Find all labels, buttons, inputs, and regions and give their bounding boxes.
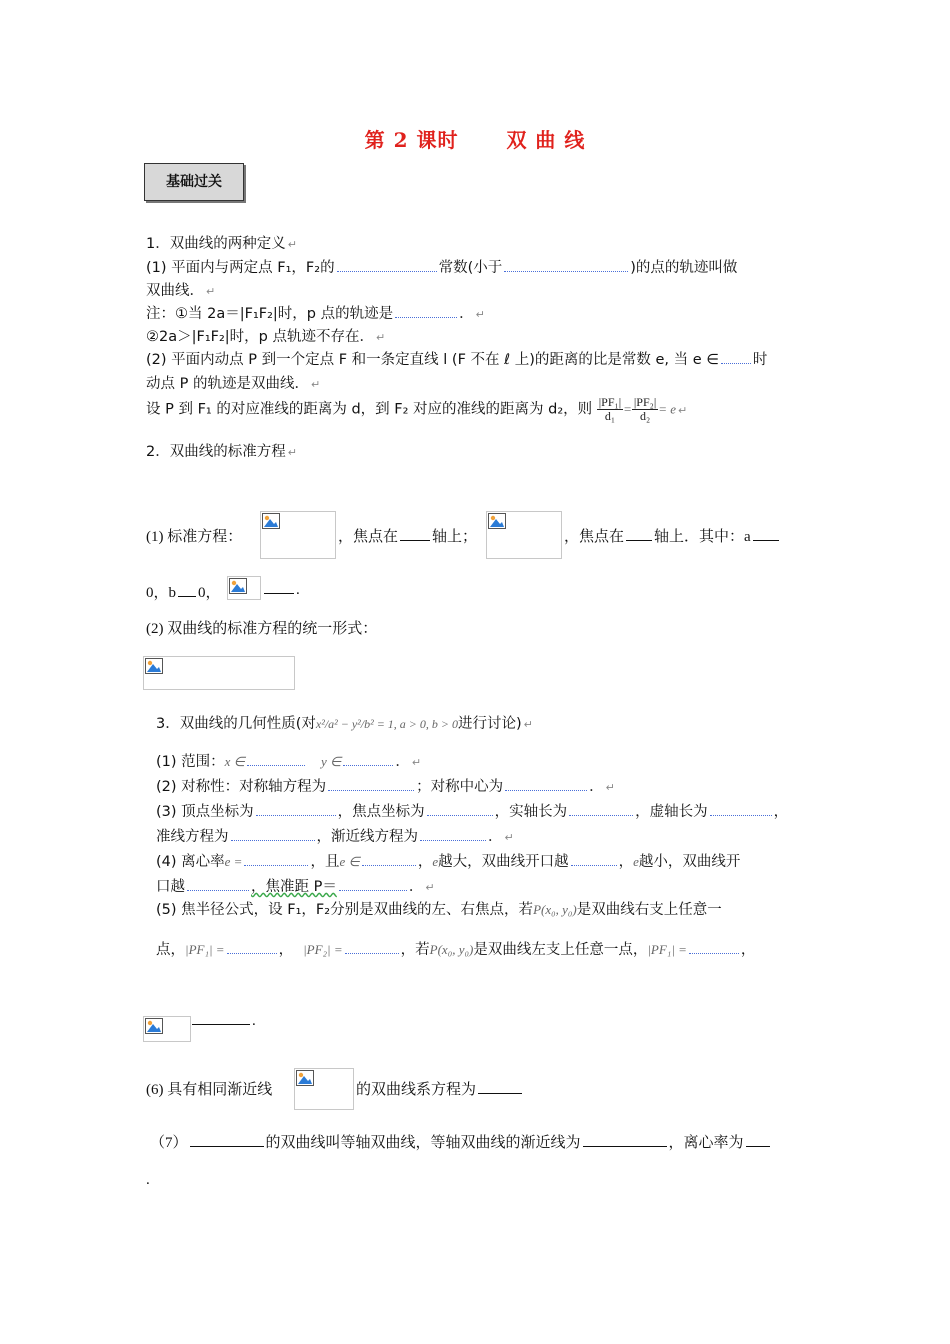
image-icon	[145, 658, 163, 674]
s3-dir-c: ．	[488, 829, 503, 845]
blank-pf2-left[interactable]	[192, 1012, 250, 1025]
blank-equiaxial-ecc[interactable]	[746, 1134, 770, 1147]
page-title	[0, 124, 950, 153]
blank-def1-a[interactable]	[337, 259, 437, 272]
s3-fr-c: 是双曲线左支上任意一点，	[473, 942, 648, 958]
frac2-num: |PF₂|	[633, 395, 657, 409]
s3-ecc-c: ，	[417, 854, 433, 870]
blank-focal-param[interactable]	[339, 878, 407, 891]
eq-e: = e	[658, 401, 677, 417]
blank-vertex[interactable]	[256, 803, 336, 816]
s3-fr2-end: .	[252, 1013, 256, 1029]
s3-eqa-c: ，离心率为	[668, 1135, 744, 1151]
s3-sym-text-c: ．	[589, 779, 604, 795]
blank-pf2-right[interactable]	[345, 941, 399, 954]
s3-ecc2-c: ．	[408, 879, 424, 895]
frac1-num: |PF₁|	[598, 395, 622, 409]
s3-heading-a: 3．双曲线的几何性质(对	[156, 716, 316, 732]
s3-equiaxial-line	[150, 1131, 772, 1152]
eq-sign: =	[623, 401, 632, 417]
image-icon	[488, 513, 506, 529]
image-placeholder-eq2	[486, 511, 562, 559]
s2-params-line	[146, 581, 221, 602]
s2-heading-text: 2．双曲线的标准方程	[146, 444, 286, 460]
s3-focal-b: 是双曲线右支上任意一	[576, 902, 722, 918]
s1-def2-line2: 动点 P 的轨迹是双曲线． ↵	[146, 376, 321, 392]
s3-fr-b: ，若	[400, 942, 430, 958]
s2-std-line	[146, 525, 242, 546]
s3-vertex-line	[156, 800, 788, 821]
section-label-basics: 基础过关	[144, 163, 244, 201]
s1-note2-text: ②2a＞|F₁F₂|时，p 点轨迹不存在．	[146, 329, 374, 345]
s1-def1-line	[146, 256, 737, 277]
s3-eqa-b: 的双曲线叫等轴双曲线，等轴双曲线的渐近线为	[265, 1135, 581, 1151]
frac2-den: d₂	[639, 409, 651, 423]
blank-c-relation[interactable]	[264, 581, 294, 594]
s3-range-y: y ∈	[321, 754, 342, 769]
blank-def2[interactable]	[721, 351, 751, 364]
image-placeholder-pf2-left	[143, 1016, 191, 1042]
s1-def1-text-b: 常数(小于	[438, 260, 503, 276]
s3-eqa-a: （7）	[150, 1135, 188, 1151]
s2-std-line-b	[338, 525, 477, 546]
s3-fr2-line	[190, 1012, 256, 1030]
s3-heading-b: 进行讨论)	[458, 716, 522, 732]
s3-range-end: ．	[395, 754, 410, 770]
s1-def2-line	[146, 348, 767, 369]
s3-heading-formula: x²/a² − y²/b² = 1, a > 0, b > 0	[315, 717, 458, 731]
s1-def2-text2: 动点 P 的轨迹是双曲线．	[146, 376, 309, 392]
image-placeholder-eq1	[260, 511, 336, 559]
s3-focal-p: P(x₀, y₀)	[533, 902, 577, 917]
image-icon	[296, 1070, 314, 1086]
s2-std-text-e: 轴上．其中：a	[654, 529, 751, 545]
s3-sym-text-b: ；对称中心为	[416, 779, 504, 795]
blank-focus-axis-2[interactable]	[626, 528, 652, 541]
blank-range-y[interactable]	[343, 753, 393, 766]
s3-fr-p: P(x₀, y₀)	[429, 942, 474, 957]
s3-directrix-line: 准线方程为 ，渐近线方程为 ． ↵	[156, 829, 514, 845]
blank-range-x[interactable]	[247, 753, 305, 766]
blank-asym-family[interactable]	[478, 1081, 522, 1094]
blank-open-narrow[interactable]	[187, 878, 249, 891]
s2-params-end	[262, 581, 300, 599]
s2-std-text-b: ，焦点在	[338, 529, 399, 545]
blank-asymptote[interactable]	[420, 828, 486, 841]
blank-directrix[interactable]	[231, 828, 315, 841]
s2-unified-line	[146, 617, 377, 638]
s3-asym-a: (6) 具有相同渐近线	[146, 1082, 273, 1098]
s3-ecc-line: (4) 离心率e = ，且e ∈ ，e越大，双曲线开口越 ，e越小，双曲线开	[156, 854, 741, 870]
s3-ecc2-b: ，焦准距 P＝	[251, 879, 337, 895]
s3-ecc-b: ，且	[310, 854, 340, 870]
s1-note1: 注：①当 2a＝|F₁F₂|时，p 点的轨迹是 ． ↵	[146, 306, 485, 322]
s3-focal-a: (5) 焦半径公式，设 F₁，F₂分别是双曲线的左、右焦点，若	[156, 902, 534, 918]
s3-fr-a: 点，	[156, 942, 185, 958]
blank-focus-axis-1[interactable]	[400, 528, 430, 541]
blank-note1[interactable]	[395, 305, 457, 318]
image-icon	[145, 1018, 163, 1034]
s3-sym-line: (2) 对称性：对称轴方程为 ；对称中心为 ． ↵	[156, 779, 615, 795]
blank-pf1-right[interactable]	[227, 941, 277, 954]
s3-vert-b: ，焦点坐标为	[337, 804, 425, 820]
s1-ratio-line: 设 P 到 F₁ 的对应准线的距离为 d，到 F₂ 对应的准线的距离为 d₂，则 $\frac{\text{|PF₁|}}{\text{d₁}}$ = $\frac{\text{|PF₂|}}{\text{d₂}}$ = e ↵	[146, 395, 688, 423]
image-icon	[262, 513, 280, 529]
s3-vert-e: ，	[773, 804, 789, 820]
s2-std-line-c	[564, 525, 781, 546]
fraction-pf2	[632, 396, 658, 423]
s3-ecc-in: e ∈	[339, 854, 360, 869]
s3-range-text: (1) 范围：	[156, 754, 225, 770]
s3-final-dot: .	[146, 1172, 150, 1188]
s3-ecc-a: (4) 离心率	[156, 854, 225, 870]
blank-equiaxial-asym[interactable]	[583, 1134, 667, 1147]
s3-asym-b: 的双曲线系方程为	[356, 1082, 477, 1098]
s3-fr-pf2: |PF₂| =	[303, 942, 343, 957]
fraction-pf1	[597, 396, 623, 423]
s1-note1-end: ．	[459, 306, 474, 322]
blank-equiaxial-cond[interactable]	[190, 1134, 264, 1147]
s1-def2-end: 时	[752, 352, 768, 368]
s1-heading: 1．双曲线的两种定义 ↵	[146, 236, 297, 252]
s3-focal-line	[156, 898, 722, 919]
s3-ecc2-a: 口越	[156, 879, 185, 895]
blank-ecc-range[interactable]	[362, 853, 416, 866]
image-placeholder-unified	[143, 656, 295, 690]
s1-heading-text: 1．双曲线的两种定义	[146, 236, 286, 252]
s3-dir-a: 准线方程为	[156, 829, 229, 845]
image-icon	[229, 578, 247, 594]
s3-ecc-c2: ，	[618, 854, 634, 870]
blank-imag-axis[interactable]	[710, 803, 772, 816]
s1-def2-text: (2) 平面内动点 P 到一个定点 F 和一条定直线 l (F 不在 ℓ 上)的距离的比是常数 e, 当 e ∈	[146, 352, 719, 368]
s2-unified-text: (2) 双曲线的标准方程的统一形式：	[146, 621, 378, 637]
image-placeholder-c	[227, 576, 261, 600]
s3-heading: 3．双曲线的几何性质(对x²/a² − y²/b² = 1, a > 0, b > 0进行讨论) ↵	[156, 716, 533, 732]
s3-vert-d: ，虚轴长为	[635, 804, 708, 820]
s3-ecc-e: e =	[224, 854, 243, 869]
s1-def1-line2: 双曲线． ↵	[146, 283, 216, 299]
s2-params-c: .	[296, 582, 300, 598]
s1-note2: ②2a＞|F₁F₂|时，p 点轨迹不存在． ↵	[146, 329, 386, 345]
s2-std-text-c: 轴上；	[432, 529, 478, 545]
s3-fr-end: ，	[740, 942, 756, 958]
s1-def1-text-c: )的点的轨迹叫做	[630, 260, 738, 276]
s2-std-text-d: ，焦点在	[564, 529, 625, 545]
blank-sym-axis[interactable]	[328, 778, 414, 791]
s3-fr-pf1: |PF₁| =	[185, 942, 225, 957]
blank-b-relation[interactable]	[178, 584, 196, 597]
frac1-den: d₁	[604, 409, 616, 423]
s1-note1-text: 注：①当 2a＝|F₁F₂|时，p 点的轨迹是	[146, 306, 394, 322]
blank-a-relation[interactable]	[753, 528, 779, 541]
image-placeholder-asym	[294, 1068, 354, 1110]
s3-range-line: (1) 范围：x ∈ y ∈ ． ↵	[156, 754, 422, 770]
s3-dir-b: ，渐近线方程为	[316, 829, 418, 845]
blank-ecc[interactable]	[244, 853, 308, 866]
s2-std-text-a: (1) 标准方程：	[146, 529, 243, 545]
s3-vert-a: (3) 顶点坐标为	[156, 804, 254, 820]
s3-range-x: x ∈	[224, 754, 246, 769]
s1-ratio-text: 设 P 到 F₁ 的对应准线的距离为 d，到 F₂ 对应的准线的距离为 d₂，则	[146, 401, 593, 418]
blank-def1-b[interactable]	[504, 259, 628, 272]
s3-vert-c: ，实轴长为	[494, 804, 568, 820]
title-lesson: 第 2 课时	[364, 128, 459, 152]
blank-pf1-left[interactable]	[689, 941, 739, 954]
s3-fr-pf1-left: |PF₁| =	[647, 942, 687, 957]
blank-open-wide[interactable]	[571, 853, 617, 866]
s2-params-b: 0，	[198, 585, 221, 601]
s3-focal-radius-line: 点，|PF₁| = ， |PF₂| = ，若P(x₀, y₀)是双曲线左支上任意一点，|PF₁| = ，	[156, 942, 756, 958]
blank-real-axis[interactable]	[569, 803, 633, 816]
s3-ecc-f: 越小，双曲线开	[638, 854, 741, 870]
s3-sym-text-a: (2) 对称性：对称轴方程为	[156, 779, 327, 795]
s2-heading: 2．双曲线的标准方程 ↵	[146, 444, 297, 460]
s1-def1-text-a: (1) 平面内与两定点 F₁，F₂的	[146, 260, 335, 276]
s2-params-a: 0，b	[146, 585, 177, 601]
title-topic: 双 曲 线	[506, 128, 586, 152]
blank-foci[interactable]	[427, 803, 493, 816]
s3-asym-line	[146, 1078, 272, 1099]
s3-ecc-line2: 口越 ，焦准距 P＝ ． ↵	[156, 879, 435, 895]
s3-ecc-d: 越大，双曲线开口越	[438, 854, 569, 870]
s3-asym-line-b	[356, 1078, 524, 1099]
blank-sym-center[interactable]	[505, 778, 587, 791]
s1-def1-text-d: 双曲线．	[146, 283, 204, 299]
